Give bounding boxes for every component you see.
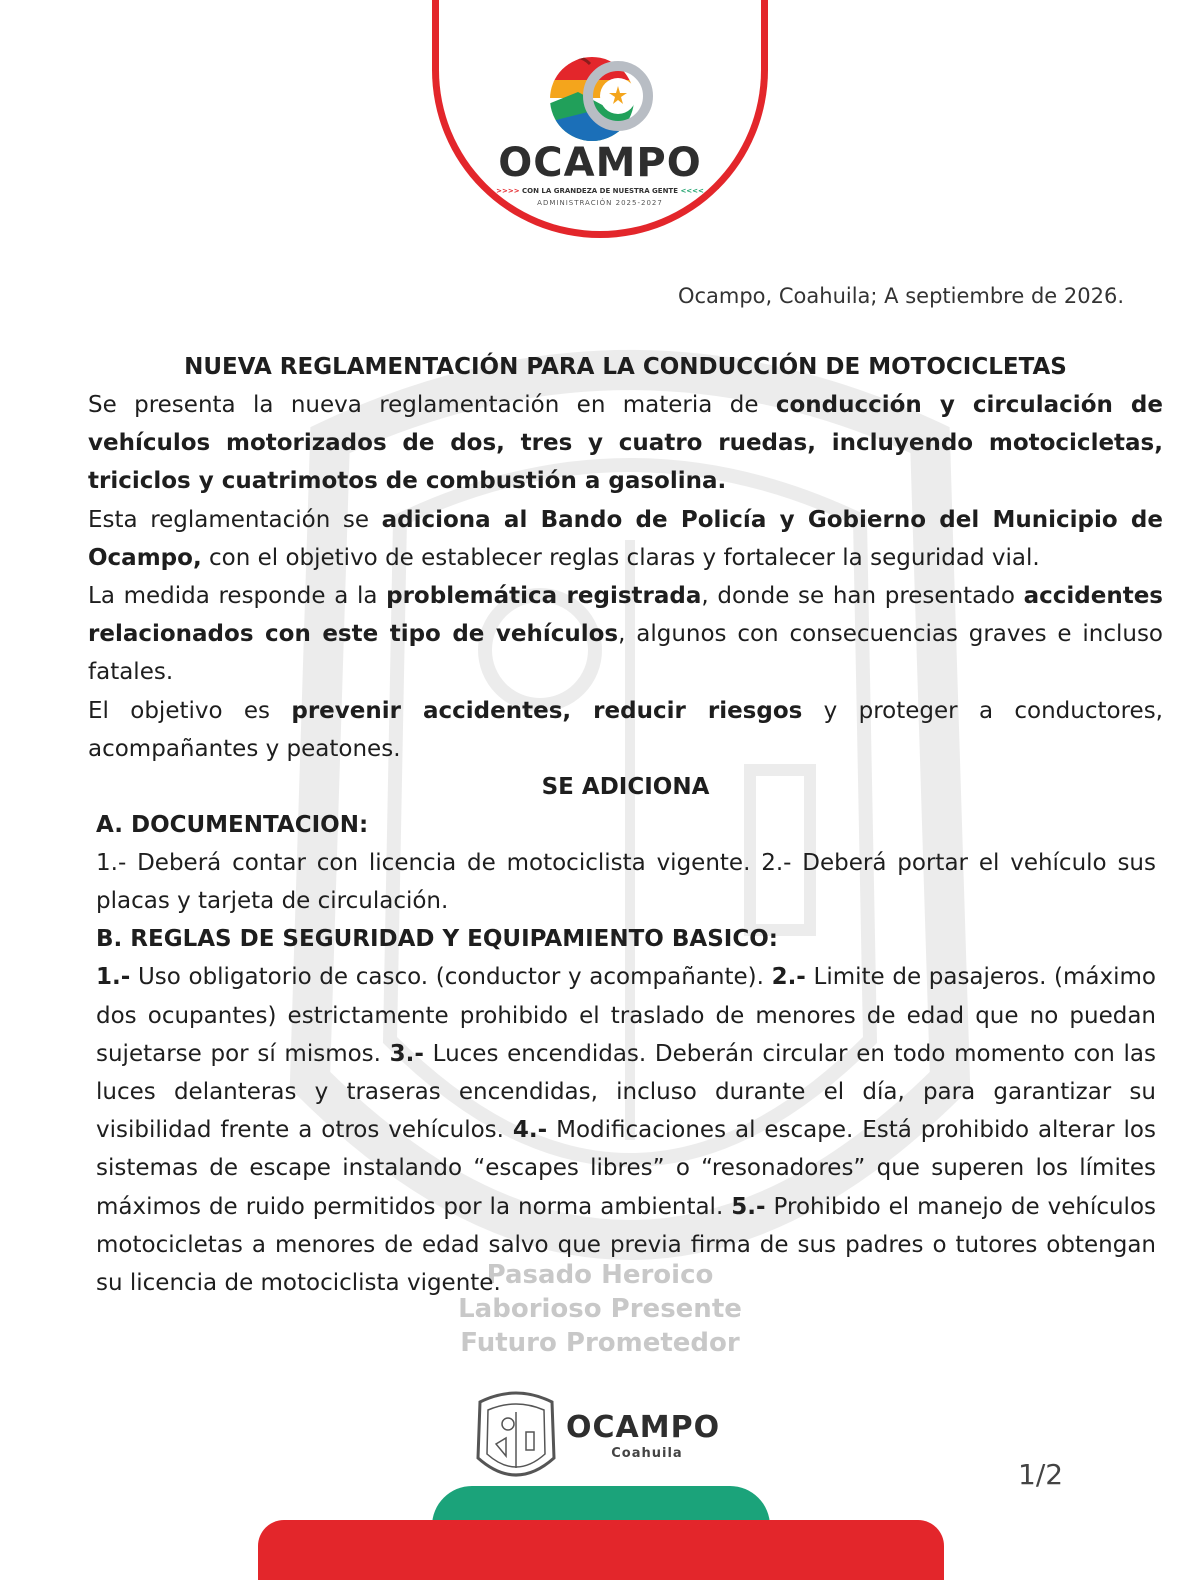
document-title: NUEVA REGLAMENTACIÓN PARA LA CONDUCCIÓN DE MOTOCICLETAS	[184, 354, 1067, 380]
header-slogan	[440, 187, 760, 195]
slogan-text: CON LA GRANDEZA DE NUESTRA GENTE	[522, 187, 678, 195]
ocampo-logo-icon	[548, 52, 654, 146]
header-administration: ADMINISTRACIÓN 2025-2027	[537, 199, 663, 207]
text-run: con el objetivo de establecer reglas claras y fortalecer la seguridad vial.	[201, 544, 1040, 571]
rule-text: Uso obligatorio de casco. (conductor y acompañante).	[130, 964, 772, 991]
section-b	[88, 920, 1156, 1302]
page-number: 1/2	[1018, 1458, 1064, 1491]
footer-logo-name: OCAMPO	[566, 1410, 721, 1445]
se-adiciona-heading: SE ADICIONA	[541, 774, 710, 801]
slogan-arrows-right: <<<<	[680, 187, 704, 195]
municipal-seal-icon	[474, 1388, 558, 1488]
bold-run: problemática registrada	[386, 583, 702, 610]
header-logo-name: OCAMPO	[498, 140, 702, 186]
bold-run: adiciona al Bando de Policía y Gobierno del Municipio de Ocampo,	[88, 506, 1163, 571]
section-b-heading: B. REGLAS DE SEGURIDAD Y EQUIPAMIENTO BASICO:	[96, 926, 778, 953]
bold-run: prevenir accidentes, reducir riesgos	[291, 697, 803, 724]
section-b-rules	[96, 958, 1156, 1302]
rule-number: 3.-	[389, 1040, 424, 1067]
rule-number: 4.-	[512, 1117, 548, 1144]
text-run: , donde se han presentado	[701, 583, 1024, 610]
section-a-text: 1.- Deberá contar con licencia de motociclista vigente. 2.- Deberá portar el vehículo sus placas y tarjeta de circulación.	[96, 850, 1156, 915]
section-a-heading: A. DOCUMENTACION:	[96, 812, 369, 839]
footer-red-band	[258, 1520, 944, 1580]
rule-number: 2.-	[771, 964, 806, 991]
rule-number: 5.-	[731, 1193, 766, 1220]
document-body	[88, 348, 1163, 1302]
rule-text: Luces encendidas. Deberán circular en todo momento con las luces delanteras y traseras encendidas, incluso durante el día, para garantizar su visibilidad frente a otros vehículos.	[96, 1040, 1156, 1144]
text-run: La medida responde a la	[88, 583, 387, 610]
intro-paragraph-1	[88, 386, 1163, 501]
text-run: El objetivo es	[88, 697, 292, 724]
watermark-motto-line-1: Pasado Heroico	[486, 1260, 714, 1290]
footer-state: Coahuila	[611, 1446, 683, 1461]
rule-text: Modificaciones al escape. Está prohibido alterar los sistemas de escape instalando “escapes libres” o “resonadores” que superen los límites máximos de ruido permitidos por la norma ambiental.	[96, 1117, 1156, 1220]
bold-run: accidentes relacionados con este tipo de vehículos	[88, 583, 1163, 648]
bold-run: conducción y circulación de vehículos motorizados de dos, tres y cuatro ruedas, incluyendo motocicletas, triciclos y cuatrimotos de combustión a gasolina.	[88, 392, 1163, 495]
intro-paragraph-4	[88, 692, 1163, 768]
intro-paragraph-2	[88, 501, 1163, 577]
text-run: , algunos con consecuencias graves e incluso fatales.	[88, 621, 1164, 686]
rule-text: Limite de pasajeros. (máximo dos ocupantes) estrictamente prohibido el traslado de menores de edad que no puedan sujetarse por sí mismos.	[96, 964, 1156, 1067]
watermark-motto-line-2: Laborioso Presente	[458, 1294, 742, 1324]
text-run: y proteger a conductores, acompañantes y peatones.	[88, 697, 1163, 762]
text-run: Se presenta la nueva reglamentación en materia de	[88, 392, 776, 418]
intro-paragraph-3	[88, 577, 1163, 692]
slogan-arrows-left: >>>>	[496, 187, 520, 195]
watermark-motto-line-3: Futuro Prometedor	[460, 1328, 740, 1358]
rule-text: Prohibido el manejo de vehículos motocicletas a menores de edad salvo que previa firma de sus padres o tutores obtengan su licencia de motociclista vigente.	[96, 1193, 1157, 1297]
section-a	[88, 806, 1156, 920]
rule-number: 1.-	[96, 964, 131, 991]
document-date: Ocampo, Coahuila; A septiembre de 2026.	[677, 284, 1124, 308]
text-run: Esta reglamentación se	[88, 506, 382, 533]
